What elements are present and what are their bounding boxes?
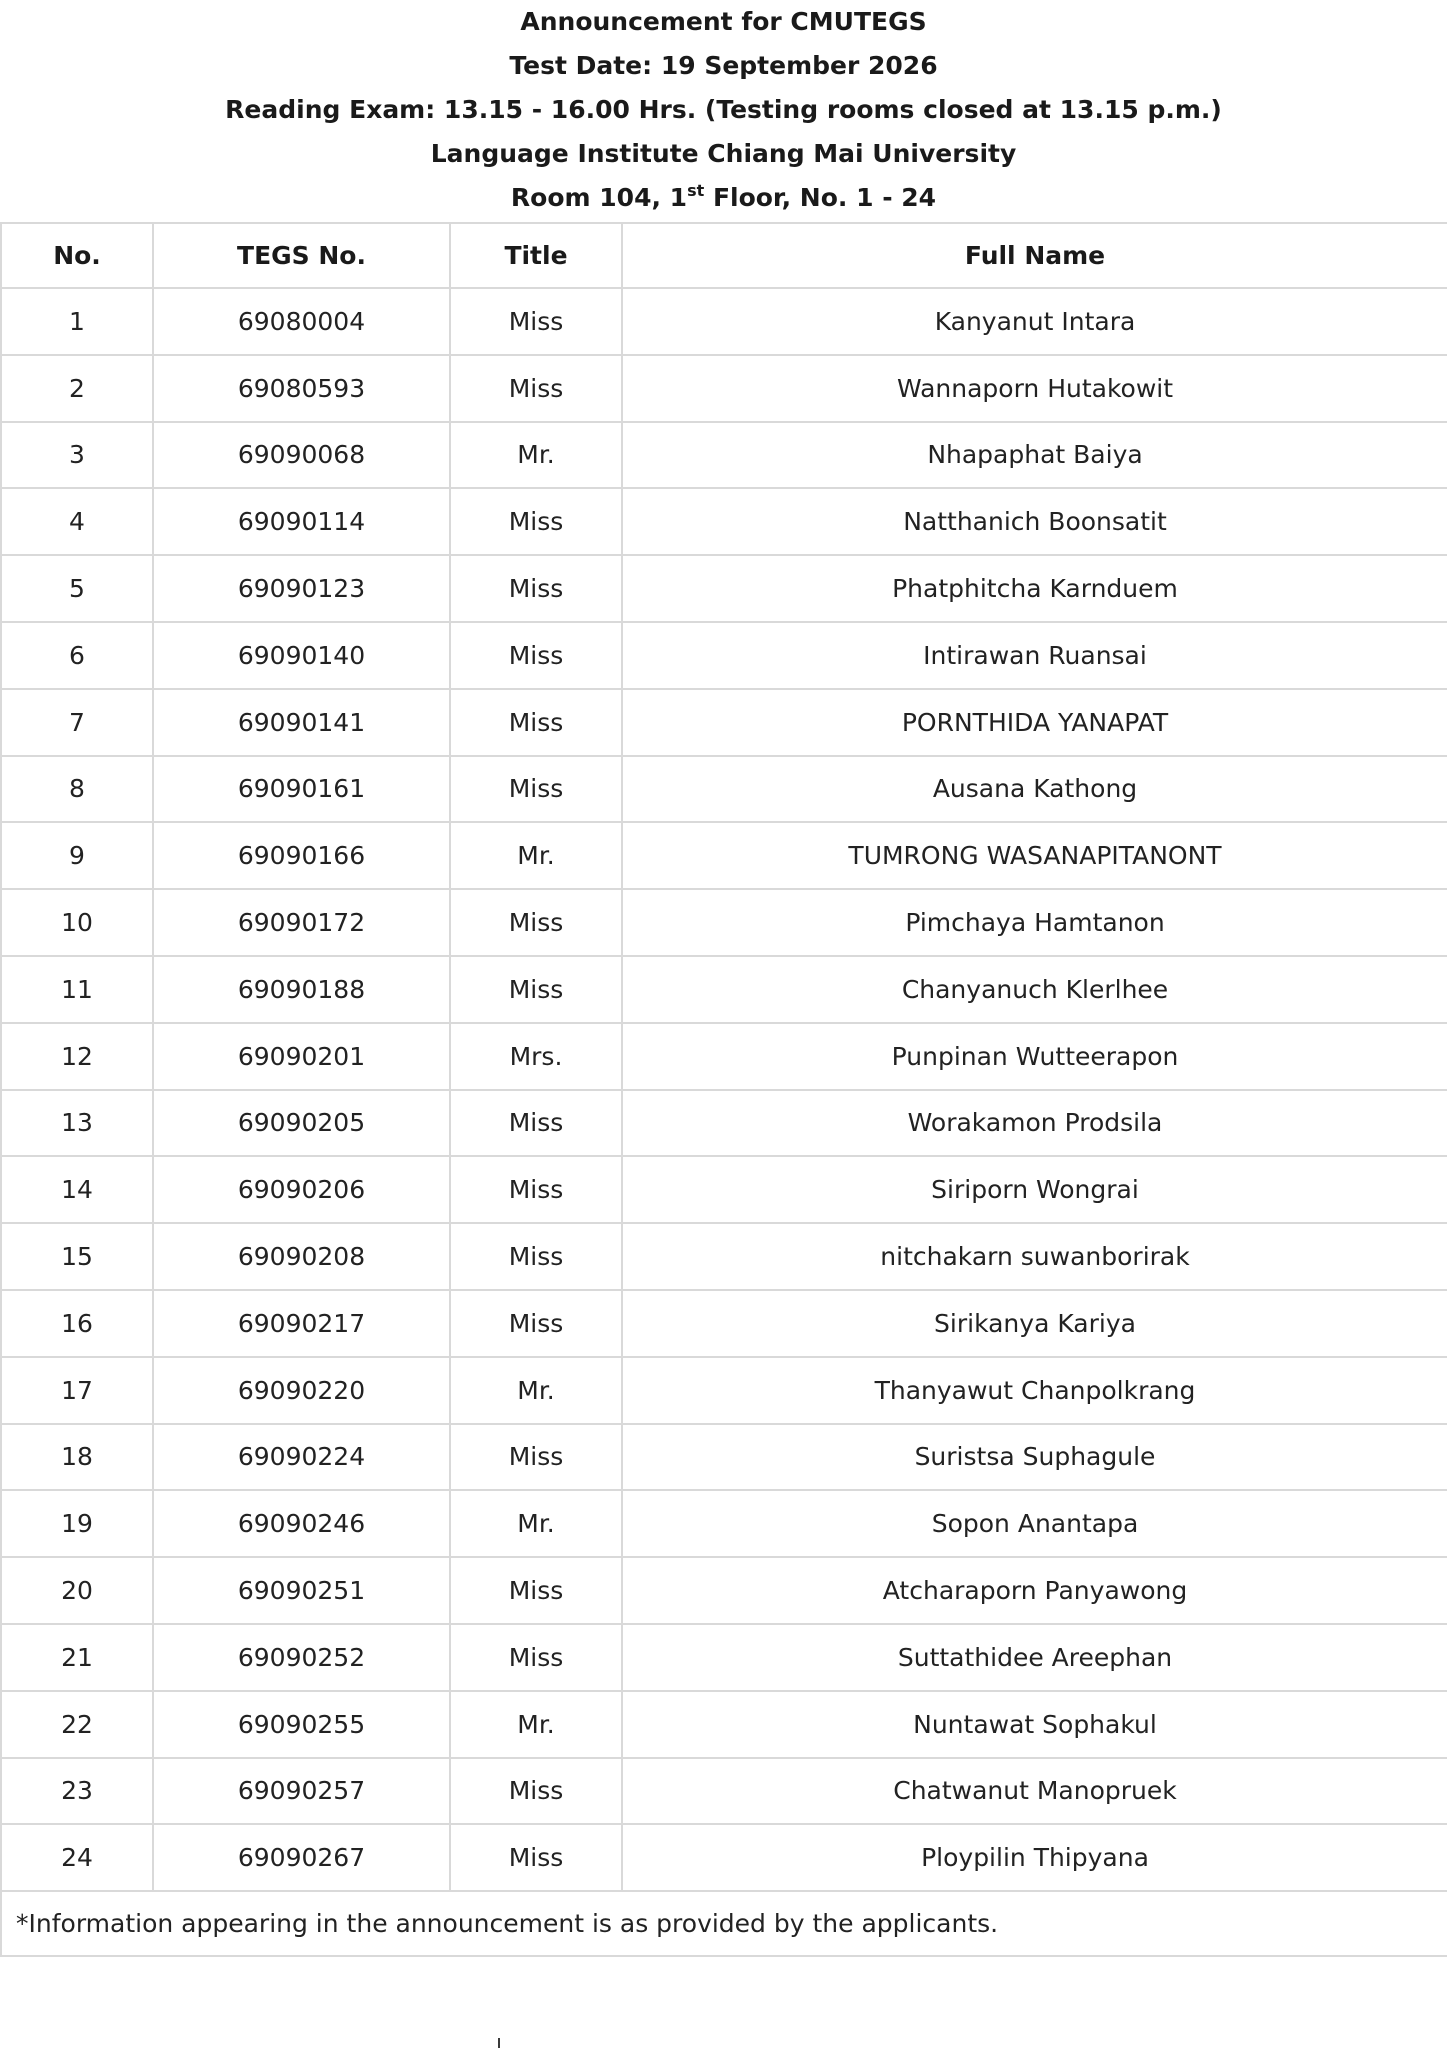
cell-full-name: Phatphitcha Karnduem	[622, 555, 1447, 622]
column-header-tegs-no: TEGS No.	[153, 223, 450, 288]
cell-no: 13	[1, 1090, 153, 1157]
cell-full-name: Thanyawut Chanpolkrang	[622, 1357, 1447, 1424]
table-row	[1, 288, 1447, 355]
table-row	[1, 622, 1447, 689]
table-row	[1, 1824, 1447, 1891]
cell-full-name: Chatwanut Manopruek	[622, 1758, 1447, 1825]
cell-no: 7	[1, 689, 153, 756]
table-row	[1, 488, 1447, 555]
cell-no: 4	[1, 488, 153, 555]
table-row	[1, 355, 1447, 422]
cell-title: Miss	[450, 355, 622, 422]
cell-full-name: Natthanich Boonsatit	[622, 488, 1447, 555]
cell-title: Mr.	[450, 1357, 622, 1424]
table-row	[1, 1758, 1447, 1825]
cell-title: Mr.	[450, 422, 622, 489]
table-row	[1, 822, 1447, 889]
cell-full-name: Punpinan Wutteerapon	[622, 1023, 1447, 1090]
cell-no: 24	[1, 1824, 153, 1891]
cell-no: 3	[1, 422, 153, 489]
cell-tegs-no: 69090267	[153, 1824, 450, 1891]
cell-title: Mr.	[450, 1691, 622, 1758]
column-header-title: Title	[450, 223, 622, 288]
table-row	[1, 1691, 1447, 1758]
cell-title: Miss	[450, 1090, 622, 1157]
table-row	[1, 1223, 1447, 1290]
table-row	[1, 1424, 1447, 1491]
table-row	[1, 689, 1447, 756]
cell-full-name: Nhapaphat Baiya	[622, 422, 1447, 489]
cell-title: Miss	[450, 1624, 622, 1691]
cell-tegs-no: 69090201	[153, 1023, 450, 1090]
cell-tegs-no: 69080004	[153, 288, 450, 355]
cell-no: 15	[1, 1223, 153, 1290]
cell-tegs-no: 69090224	[153, 1424, 450, 1491]
cell-tegs-no: 69090123	[153, 555, 450, 622]
cell-tegs-no: 69090068	[153, 422, 450, 489]
exam-time: Reading Exam: 13.15 - 16.00 Hrs. (Testing rooms closed at 13.15 p.m.)	[225, 95, 1222, 124]
cell-tegs-no: 69090257	[153, 1758, 450, 1825]
cell-full-name: Ploypilin Thipyana	[622, 1824, 1447, 1891]
table-row	[1, 889, 1447, 956]
cell-tegs-no: 69090208	[153, 1223, 450, 1290]
announcement-title: Announcement for CMUTEGS	[520, 7, 927, 36]
cell-no: 11	[1, 956, 153, 1023]
cell-tegs-no: 69090161	[153, 756, 450, 823]
cell-no: 19	[1, 1490, 153, 1557]
table-row	[1, 1557, 1447, 1624]
cell-tegs-no: 69080593	[153, 355, 450, 422]
cell-no: 16	[1, 1290, 153, 1357]
column-header-no: No.	[1, 223, 153, 288]
cell-full-name: TUMRONG WASANAPITANONT	[622, 822, 1447, 889]
cell-full-name: Nuntawat Sophakul	[622, 1691, 1447, 1758]
cell-tegs-no: 69090252	[153, 1624, 450, 1691]
cell-no: 14	[1, 1156, 153, 1223]
table-row	[1, 756, 1447, 823]
room-info	[0, 176, 1447, 220]
cell-no: 18	[1, 1424, 153, 1491]
cell-full-name: Sirikanya Kariya	[622, 1290, 1447, 1357]
cell-no: 9	[1, 822, 153, 889]
cell-no: 8	[1, 756, 153, 823]
cell-title: Mr.	[450, 822, 622, 889]
cell-full-name: Ausana Kathong	[622, 756, 1447, 823]
test-date: Test Date: 19 September 2026	[509, 51, 938, 80]
table-row	[1, 1023, 1447, 1090]
cell-title: Miss	[450, 689, 622, 756]
cell-tegs-no: 69090166	[153, 822, 450, 889]
cell-no: 20	[1, 1557, 153, 1624]
cell-title: Miss	[450, 1156, 622, 1223]
cell-no: 21	[1, 1624, 153, 1691]
cell-title: Miss	[450, 1557, 622, 1624]
cell-tegs-no: 69090251	[153, 1557, 450, 1624]
table-row	[1, 1490, 1447, 1557]
cell-tegs-no: 69090141	[153, 689, 450, 756]
footnote: *Information appearing in the announcement is as provided by the applicants.	[1, 1891, 1447, 1956]
institute-name: Language Institute Chiang Mai University	[430, 139, 1017, 168]
cell-no: 22	[1, 1691, 153, 1758]
cell-no: 1	[1, 288, 153, 355]
room-info-prefix: Room 104, 1	[510, 183, 688, 212]
cell-tegs-no: 69090220	[153, 1357, 450, 1424]
cell-title: Miss	[450, 622, 622, 689]
cell-title: Miss	[450, 1223, 622, 1290]
table-row	[1, 956, 1447, 1023]
cell-title: Miss	[450, 288, 622, 355]
table-row	[1, 1624, 1447, 1691]
cell-full-name: Atcharaporn Panyawong	[622, 1557, 1447, 1624]
table-header-row	[1, 223, 1447, 288]
table-row	[1, 422, 1447, 489]
cell-title: Mrs.	[450, 1023, 622, 1090]
cell-no: 2	[1, 355, 153, 422]
table-body	[1, 288, 1447, 1891]
table-row	[1, 1290, 1447, 1357]
cell-full-name: Wannaporn Hutakowit	[622, 355, 1447, 422]
cell-tegs-no: 69090206	[153, 1156, 450, 1223]
cell-title: Miss	[450, 1758, 622, 1825]
cell-full-name: Pimchaya Hamtanon	[622, 889, 1447, 956]
cell-title: Mr.	[450, 1490, 622, 1557]
table-row	[1, 1156, 1447, 1223]
cell-no: 12	[1, 1023, 153, 1090]
footnote-row	[1, 1891, 1447, 1956]
cell-full-name: Sopon Anantapa	[622, 1490, 1447, 1557]
cell-title: Miss	[450, 756, 622, 823]
cell-tegs-no: 69090205	[153, 1090, 450, 1157]
cell-title: Miss	[450, 1290, 622, 1357]
announcement-header	[0, 0, 1447, 220]
cell-title: Miss	[450, 1424, 622, 1491]
cell-tegs-no: 69090140	[153, 622, 450, 689]
cell-full-name: Kanyanut Intara	[622, 288, 1447, 355]
cell-no: 6	[1, 622, 153, 689]
floor-ordinal: st	[687, 181, 705, 200]
cell-tegs-no: 69090188	[153, 956, 450, 1023]
cell-full-name: Siriporn Wongrai	[622, 1156, 1447, 1223]
cell-title: Miss	[450, 488, 622, 555]
cell-full-name: PORNTHIDA YANAPAT	[622, 689, 1447, 756]
cell-full-name: Worakamon Prodsila	[622, 1090, 1447, 1157]
cell-tegs-no: 69090217	[153, 1290, 450, 1357]
cell-full-name: Suttathidee Areephan	[622, 1624, 1447, 1691]
cell-no: 10	[1, 889, 153, 956]
cell-tegs-no: 69090246	[153, 1490, 450, 1557]
cell-tegs-no: 69090114	[153, 488, 450, 555]
cell-title: Miss	[450, 555, 622, 622]
cell-title: Miss	[450, 1824, 622, 1891]
cell-full-name: Intirawan Ruansai	[622, 622, 1447, 689]
cell-tegs-no: 69090255	[153, 1691, 450, 1758]
cell-title: Miss	[450, 889, 622, 956]
column-header-full-name: Full Name	[622, 223, 1447, 288]
cell-full-name: Suristsa Suphagule	[622, 1424, 1447, 1491]
cell-no: 23	[1, 1758, 153, 1825]
cell-no: 17	[1, 1357, 153, 1424]
cell-tegs-no: 69090172	[153, 889, 450, 956]
table-row	[1, 1357, 1447, 1424]
cell-title: Miss	[450, 956, 622, 1023]
cell-no: 5	[1, 555, 153, 622]
room-info-suffix: Floor, No. 1 - 24	[704, 183, 937, 212]
page-edge-mark	[498, 2038, 500, 2048]
candidate-table	[0, 222, 1447, 1957]
table-row	[1, 555, 1447, 622]
cell-full-name: Chanyanuch Klerlhee	[622, 956, 1447, 1023]
cell-full-name: nitchakarn suwanborirak	[622, 1223, 1447, 1290]
table-row	[1, 1090, 1447, 1157]
